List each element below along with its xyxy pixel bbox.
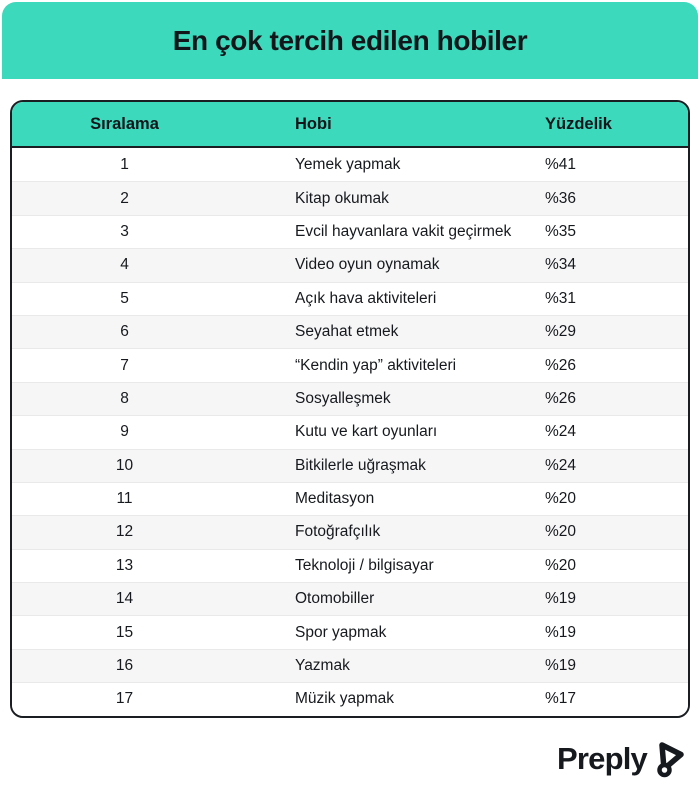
title-banner [2,2,698,79]
column-header-hobby: Hobi [295,114,332,133]
table-row [12,282,688,315]
table-row [12,148,688,181]
hobby-cell: Sosyalleşmek [295,389,391,407]
rank-cell: 16 [115,657,134,675]
hobby-cell: Yemek yapmak [295,155,401,173]
hobby-cell: Teknoloji / bilgisayar [295,556,434,574]
hobby-cell: Yazmak [295,657,350,675]
table-row [12,582,688,615]
rank-cell: 5 [120,289,129,307]
table-row [12,181,688,214]
percent-cell: %35 [545,222,577,240]
hobby-cell: Kitap okumak [295,189,389,207]
page-title: En çok tercih edilen hobiler [172,24,528,56]
hobby-cell: Spor yapmak [295,623,387,641]
rank-cell: 4 [120,256,129,274]
rank-cell: 6 [120,323,129,341]
percent-cell: %24 [545,456,577,474]
hobby-cell: “Kendin yap” aktiviteleri [295,356,457,374]
hobby-cell: Bitkilerle uğraşmak [295,456,426,474]
table-row [12,449,688,482]
table-row [12,315,688,348]
table-row [12,348,688,381]
rank-cell: 3 [120,222,129,240]
hobby-cell: Otomobiller [295,590,375,608]
hobby-cell: Meditasyon [295,490,375,508]
hobby-cell: Açık hava aktiviteleri [295,289,437,307]
percent-cell: %31 [545,289,577,307]
table-row [12,682,688,715]
table-row [12,215,688,248]
percent-cell: %34 [545,256,577,274]
table-row [12,549,688,582]
hobby-cell: Fotoğrafçılık [295,523,381,541]
table-row [12,482,688,515]
rank-cell: 13 [115,556,134,574]
percent-cell: %19 [545,590,577,608]
rank-cell: 1 [120,155,129,173]
hobby-cell: Evcil hayvanlara vakit geçirmek [295,222,512,240]
percent-cell: %41 [545,155,577,173]
rank-cell: 11 [116,490,133,508]
rank-cell: 7 [120,356,129,374]
table-row [12,382,688,415]
rank-cell: 8 [120,389,129,407]
percent-cell: %36 [545,189,577,207]
column-header-rank: Sıralama [90,114,159,133]
percent-cell: %26 [545,389,577,407]
percent-cell: %24 [545,423,577,441]
hobby-cell: Video oyun oynamak [295,256,440,274]
brand-logo [557,737,688,780]
percent-cell: %20 [545,490,577,508]
table-row [12,415,688,448]
table-row [12,649,688,682]
hobby-cell: Seyahat etmek [295,323,399,341]
table-row [12,248,688,281]
table-header-row [12,102,688,148]
percent-cell: %26 [545,356,577,374]
percent-cell: %20 [545,523,577,541]
rank-cell: 17 [115,690,134,708]
rank-cell: 12 [115,523,134,541]
rank-cell: 9 [120,423,129,441]
column-header-percent: Yüzdelik [545,114,612,133]
percent-cell: %29 [545,323,577,341]
percent-cell: %17 [545,690,577,708]
percent-cell: %20 [545,556,577,574]
table-row [12,615,688,648]
percent-cell: %19 [545,657,577,675]
rank-cell: 15 [115,623,134,641]
table-row [12,515,688,548]
rank-cell: 2 [120,189,129,207]
hobby-cell: Müzik yapmak [295,690,395,708]
percent-cell: %19 [545,623,577,641]
rank-cell: 14 [115,590,134,608]
brand-wordmark: Preply [557,740,647,776]
preply-play-bubble-icon [654,737,688,780]
hobby-cell: Kutu ve kart oyunları [295,423,438,441]
hobby-table [10,100,690,718]
rank-cell: 10 [115,456,134,474]
table-rows [12,148,688,716]
